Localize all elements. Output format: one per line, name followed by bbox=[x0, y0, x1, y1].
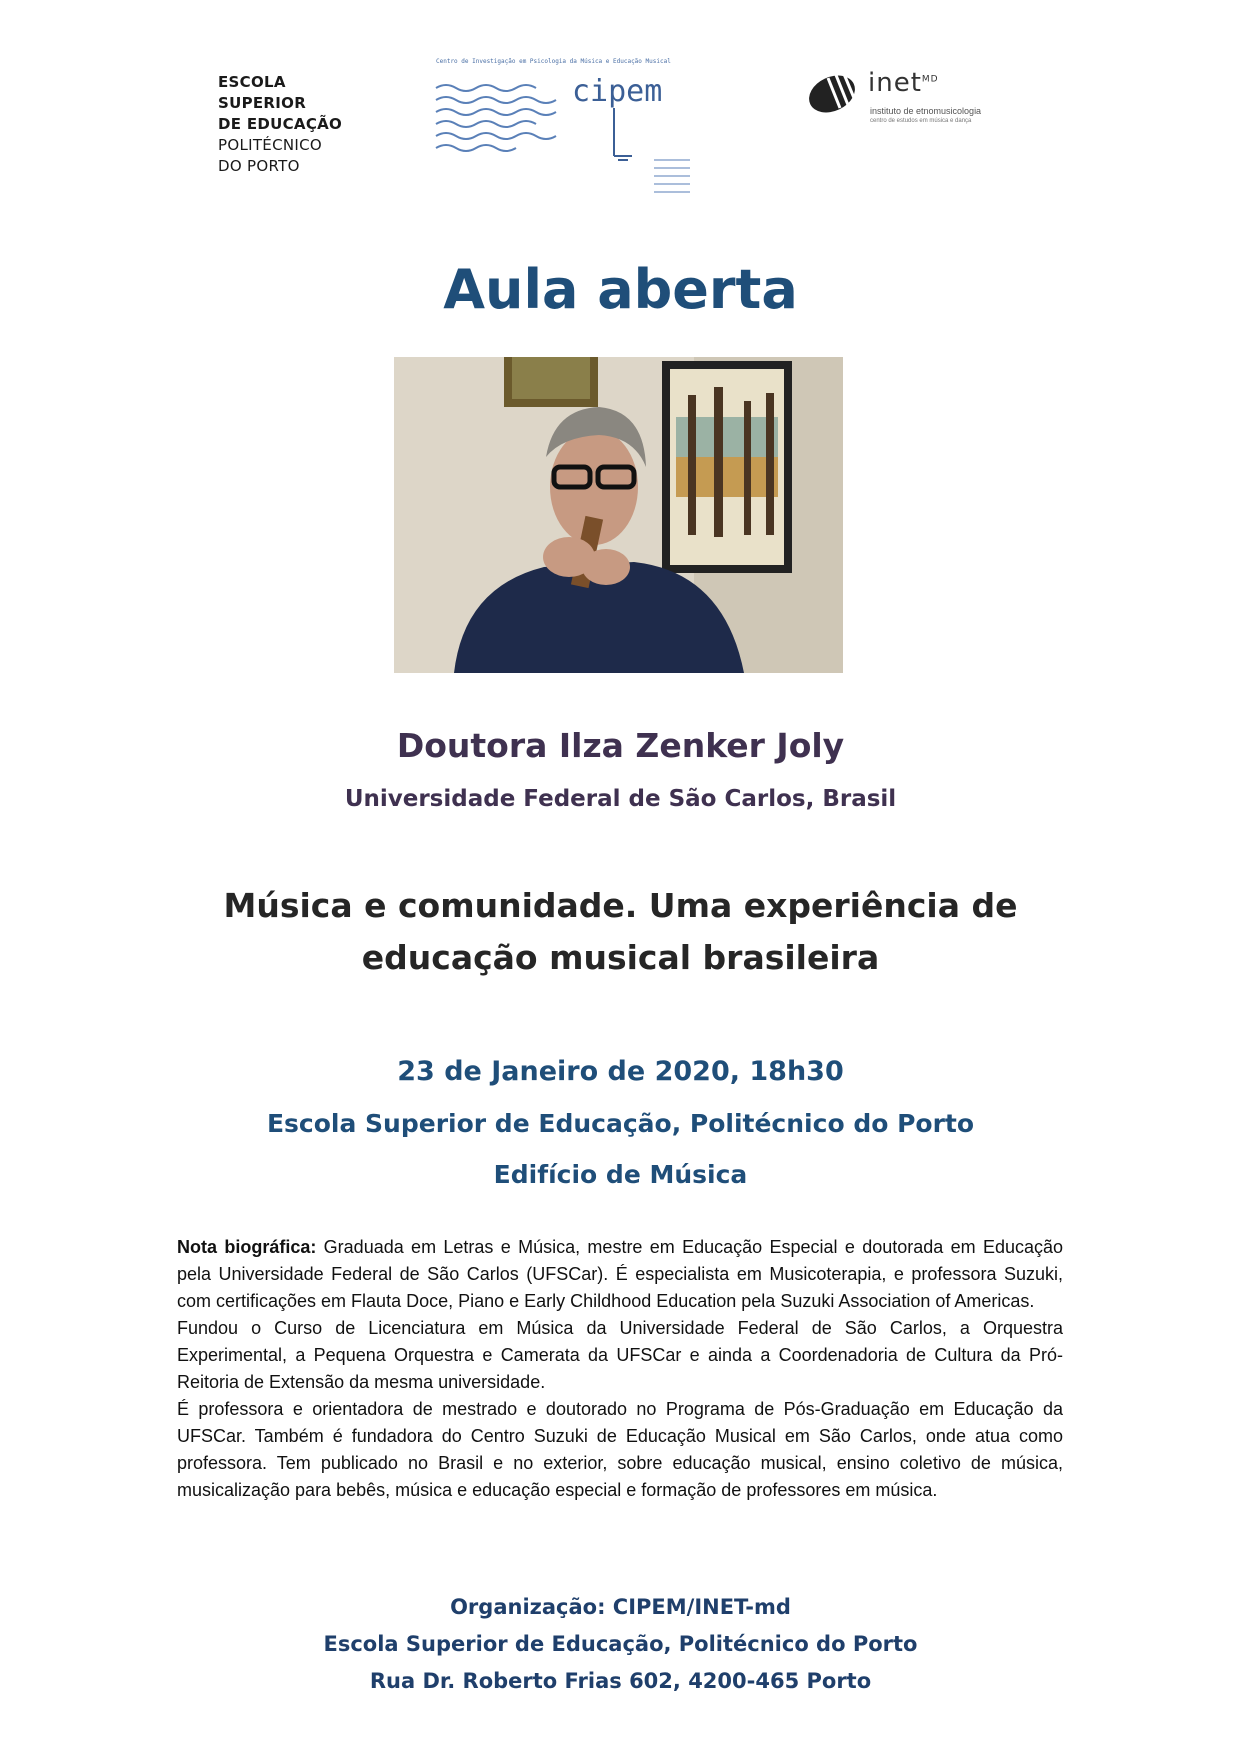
footer bbox=[0, 1589, 1241, 1700]
ese-logo-line1: ESCOLA bbox=[218, 73, 286, 91]
ese-logo-line2: SUPERIOR bbox=[218, 94, 307, 112]
inet-logo-subtitle: instituto de etnomusicologia bbox=[870, 106, 982, 116]
speaker-photo bbox=[394, 357, 843, 673]
ese-logo-line5: DO PORTO bbox=[218, 157, 300, 175]
cipem-waves-icon bbox=[432, 58, 692, 198]
bio-paragraph-1 bbox=[177, 1234, 1063, 1315]
inet-logo-word bbox=[868, 68, 939, 98]
footer-organization: Organização: CIPEM/INET-md bbox=[450, 1595, 791, 1619]
talk-title-line1: Música e comunidade. Uma experiência de bbox=[223, 886, 1018, 925]
speaker-name: Doutora Ilza Zenker Joly bbox=[396, 726, 845, 765]
ese-logo bbox=[218, 72, 342, 177]
event-building: Edifício de Música bbox=[493, 1160, 748, 1189]
cipem-logo-word: cipem bbox=[572, 74, 663, 109]
bio-paragraph-2: Fundou o Curso de Licenciatura em Música da Universidade Federal de São Carlos, a Orquestra Experimental, a Pequena Orquestra e Camerata da UFSCar e ainda a Coordenadoria de Cultura da Pró-Reitoria de Extensão da mesma universidade. bbox=[177, 1318, 1063, 1392]
event-type-title: Aula aberta bbox=[443, 258, 798, 321]
footer-address: Rua Dr. Roberto Frias 602, 4200-465 Porto bbox=[369, 1669, 872, 1693]
speaker-institution: Universidade Federal de São Carlos, Brasil bbox=[344, 786, 897, 812]
cipem-logo bbox=[432, 58, 692, 198]
inet-piano-icon bbox=[806, 72, 864, 122]
inet-logo-subtitle2: centro de estudos em música e dança bbox=[870, 118, 972, 124]
event-date: 23 de Janeiro de 2020, 18h30 bbox=[397, 1056, 844, 1087]
inet-logo bbox=[806, 68, 1006, 128]
inet-superscript: MD bbox=[921, 74, 939, 85]
bio-text-1: Graduada em Letras e Música, mestre em Educação Especial e doutorada em Educação pela Universidade Federal de São Carlos (UFSCar). É especialista em Musicoterapia, e professora Suzuki, com certificações em Flauta Doce, Piano e Early Childhood Education pela Suzuki Association of Americas. bbox=[177, 1237, 1063, 1311]
bio-label: Nota biográfica: bbox=[177, 1237, 317, 1257]
bio-paragraph-3: É professora e orientadora de mestrado e doutorado no Programa de Pós-Graduação em Educação da UFSCar. Também é fundadora do Centro Suzuki de Educação Musical em São Carlos, onde atua como professora. Tem publicado no Brasil e no exterior, sobre educação musical, ensino coletivo de música, musicalização para bebês, música e educação especial e formação de professores em música. bbox=[177, 1399, 1063, 1500]
ese-logo-line4: POLITÉCNICO bbox=[218, 136, 322, 154]
talk-title-line2: educação musical brasileira bbox=[361, 938, 880, 977]
event-venue: Escola Superior de Educação, Politécnico do Porto bbox=[266, 1109, 975, 1138]
cipem-logo-tagline: Centro de Investigação em Psicologia da Música e Educação Musical bbox=[436, 58, 671, 65]
bio-section bbox=[177, 1234, 1063, 1504]
inet-word-text: inet bbox=[868, 68, 922, 98]
footer-school: Escola Superior de Educação, Politécnico do Porto bbox=[323, 1632, 918, 1656]
talk-title bbox=[0, 880, 1241, 984]
ese-logo-line3: DE EDUCAÇÃO bbox=[218, 115, 343, 133]
